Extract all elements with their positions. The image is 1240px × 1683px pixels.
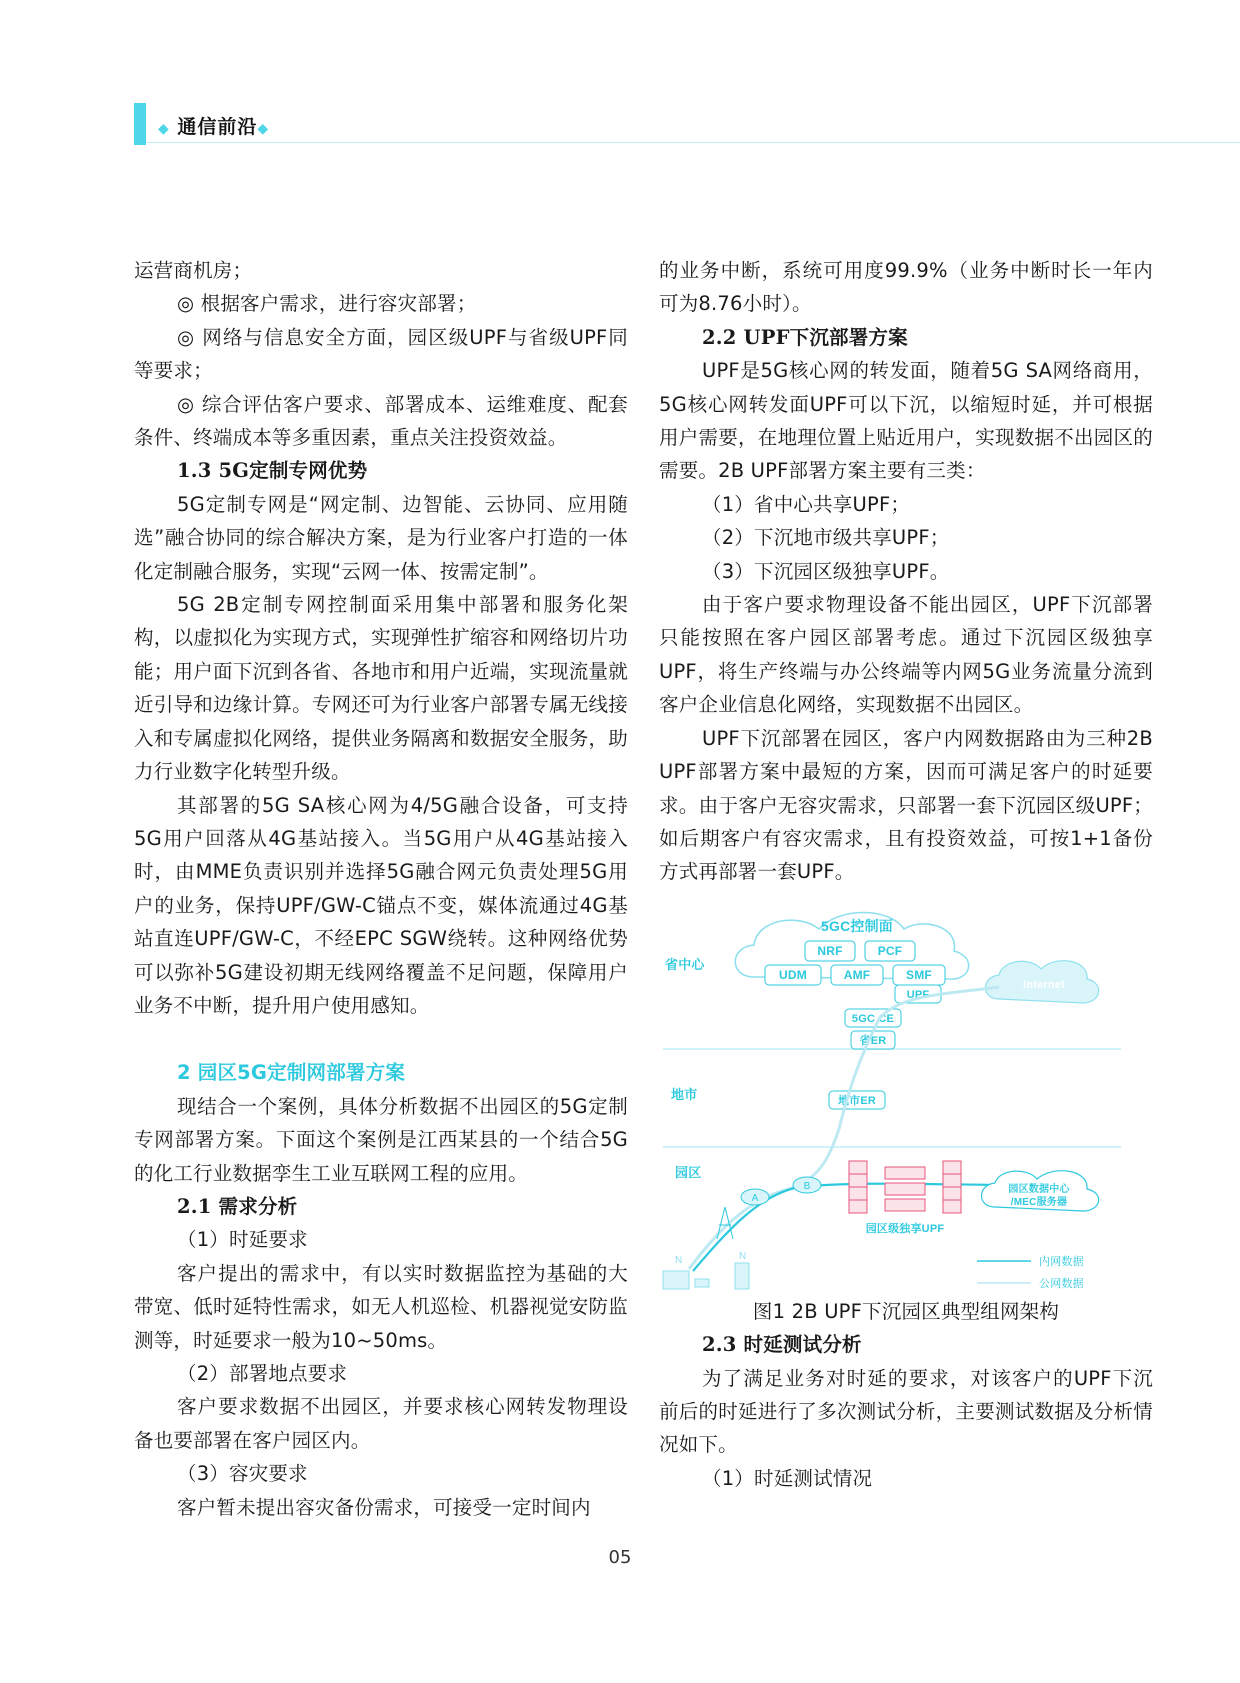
right-column [659,254,1153,1495]
park-upf-label: 园区级独享UPF [865,1222,945,1235]
paragraph: 运营商机房； [134,259,253,282]
server-icon [885,1167,925,1211]
list-item: （1）时延测试情况 [702,1466,873,1490]
amf-label: AMF [843,967,871,982]
zone-park-label: 园区 [675,1164,702,1180]
paragraph: UPF是5G核心网的转发面，随着5G SA网络商用，5G核心网转发面UPF可以下沉，以缩短时延，并可根据用户需要，在地理位置上贴近用户，实现数据不出园区的需要。2B UPF部署方案主要有三类： [659,359,1153,483]
mec-label-1: 园区数据中心 [1008,1183,1070,1195]
pcf-label: PCF [877,943,903,958]
heading-2-2: 2.2 UPF下沉部署方案 [702,325,908,349]
left-column [134,254,628,1524]
zone-province-label: 省中心 [665,956,705,972]
paragraph: 客户要求数据不出园区，并要求核心网转发物理设备也要部署在客户园区内。 [134,1395,628,1452]
heading-2-3: 2.3 时延测试分析 [702,1333,862,1357]
paragraph: 其部署的5G SA核心网为4/5G融合设备，可支持5G用户回落从4G基站接入。当5G用户从4G基站接入时，由MME负责识别并选择5G融合网元负责处理5G用户的业务，保持UPF/GW-C锚点不变，媒体流通过4G基站直连UPF/GW-C，不经EPC SGW绕转。这种网络优势可以弥补5G建设初期无线网络覆盖不足问题，保障用户业务不中断，提升用户使用感知。 [134,793,628,1017]
signal-icon: N [739,1250,747,1262]
camera-icon [695,1279,709,1287]
list-item: （2）下沉地市级共享UPF； [702,526,950,550]
firewall-icon [849,1161,867,1213]
smf-label: SMF [906,967,932,982]
header-accent-bar [134,103,146,145]
legend-inner-label: 内网数据 [1039,1255,1084,1268]
cloud-label: 5GC控制面 [821,917,893,934]
paragraph: 5G 2B定制专网控制面采用集中部署和服务化架构，以虚拟化为实现方式，实现弹性扩缩容和网络切片功能；用户面下沉到各省、各地市和用户近端，实现流量就近引导和边缘计算。专网还可为行业客户部署专属无线接入和专属虚拟化网络，提供业务隔离和数据安全服务，助力行业数字化转型升级。 [134,593,628,784]
bullet-item: ◎ 网络与信息安全方面，园区级UPF与省级UPF同等要求； [134,325,628,383]
device-icon [735,1263,749,1289]
section-title-text: 通信前沿 [177,116,258,138]
bullet-item: ◎ 综合评估客户要求、部署成本、运维难度、配套条件、终端成本等多重因素，重点关注投资效益。 [134,392,628,450]
signal-icon: N [675,1254,683,1266]
list-item: （3）容灾要求 [177,1462,308,1486]
diamond-icon: ◆ [257,121,270,137]
zone-city-label: 地市 [671,1086,698,1102]
terminal-icon [663,1271,689,1289]
prov-upf-label: UPF [906,988,930,1001]
list-item: （1）时延要求 [177,1228,308,1252]
public-data-path [689,987,999,1269]
heading-1-3: 1.3 5G定制专网优势 [177,459,368,483]
bullet-item: ◎ 根据客户需求，进行容灾部署； [177,292,477,316]
heading-2: 2 园区5G定制网部署方案 [177,1061,406,1085]
prov-er-label: 省ER [859,1034,887,1047]
nrf-label: NRF [817,943,843,958]
city-er-label: 地市ER [837,1094,877,1107]
paragraph: 由于客户要求物理设备不能出园区，UPF下沉部署只能按照在客户园区部署考虑。通过下沉园区级独享UPF，将生产终端与办公终端等内网5G业务流量分流到客户企业信息化网络，实现数据不出园区。 [659,593,1153,717]
legend-public-label: 公网数据 [1039,1277,1084,1290]
network-diagram [659,899,1153,1339]
section-title [158,112,269,139]
list-item: （3）下沉园区级独享UPF。 [702,559,950,583]
udm-label: UDM [779,967,807,982]
node-b-label: B [803,1180,811,1192]
ce-label: 5GC CE [851,1012,895,1025]
mec-label-2: /MEC服务器 [1010,1196,1068,1208]
node-a-label: A [751,1192,759,1204]
header-rule [146,142,1240,143]
firewall-icon [943,1161,961,1213]
paragraph: 现结合一个案例，具体分析数据不出园区的5G定制专网部署方案。下面这个案例是江西某县的一个结合5G的化工行业数据孪生工业互联网工程的应用。 [134,1094,628,1185]
list-item: （2）部署地点要求 [177,1362,348,1385]
paragraph: 5G定制专网是“网定制、边智能、云协同、应用随选”融合协同的综合解决方案，是为行业客户打造的一体化定制融合服务，实现“云网一体、按需定制”。 [134,492,628,583]
paragraph: 为了满足业务对时延的要求，对该客户的UPF下沉前后的时延进行了多次测试分析，主要测试数据及分析情况如下。 [659,1366,1153,1457]
network-architecture-figure [659,899,1153,1339]
page-number: 05 [608,1547,632,1568]
paragraph: 的业务中断，系统可用度99.9%（业务中断时长一年内可为8.76小时）。 [659,259,1153,316]
diamond-icon: ◆ [158,121,170,137]
paragraph: 客户提出的需求中，有以实时数据监控为基础的大带宽、低时延特性需求，如无人机巡检、机器视觉安防监测等，时延要求一般为10~50ms。 [134,1261,628,1352]
list-item: （1）省中心共享UPF； [702,492,911,516]
figure-caption: 图1 2B UPF下沉园区典型组网架构 [752,1299,1060,1323]
paragraph: UPF下沉部署在园区，客户内网数据路由为三种2B UPF部署方案中最短的方案，因而可满足客户的时延要求。由于客户无容灾需求，只部署一套下沉园区级UPF；如后期客户有容灾需求，且有投资效益，可按1+1备份方式再部署一套UPF。 [659,726,1153,884]
paragraph: 客户暂未提出容灾备份需求，可接受一定时间内 [177,1495,591,1519]
internet-label: Internet [1023,978,1065,991]
heading-2-1: 2.1 需求分析 [177,1194,298,1218]
